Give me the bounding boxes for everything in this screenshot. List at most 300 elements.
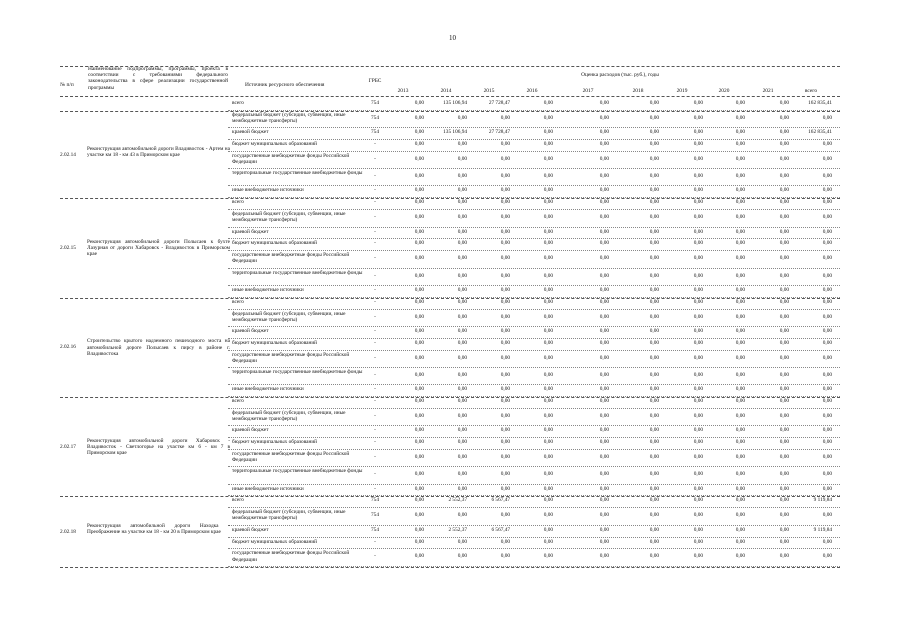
amount-cell: 0,00 (822, 512, 832, 519)
amount-cell: 0,00 (457, 141, 467, 148)
source-label: государственные внебюджетные фонды Российской Федерации (232, 451, 350, 464)
amount-cell: 0,00 (599, 454, 609, 461)
amount-cell: 0,00 (735, 354, 745, 361)
amount-cell: 0,00 (735, 439, 745, 446)
amount-cell: 0,00 (822, 412, 832, 419)
amount-cell: 0,00 (735, 526, 745, 533)
amount-cell: 0,00 (599, 471, 609, 478)
amount-cell: 0,00 (599, 298, 609, 305)
source-label: краевой бюджет (232, 526, 269, 533)
amount-cell: 0,00 (543, 298, 553, 305)
amount-cell: 0,00 (500, 327, 510, 334)
amount-cell: 0,00 (779, 454, 789, 461)
grbs-code: - (374, 327, 376, 334)
amount-cell: 0,00 (779, 173, 789, 180)
row-divider (228, 268, 840, 269)
amount-cell: 0,00 (779, 129, 789, 136)
amount-cell: 0,00 (543, 129, 553, 136)
amount-cell: 0,00 (649, 471, 659, 478)
amount-cell: 0,00 (543, 100, 553, 106)
amount-cell: 0,00 (599, 497, 609, 504)
item-name: Реконструкция автомобильной дороги Владивосток - Артем на участке км 18 - км 43 в Приморском крае (87, 145, 230, 158)
source-label: всего (232, 100, 244, 106)
amount-cell: 0,00 (735, 412, 745, 419)
amount-cell: 0,00 (543, 526, 553, 533)
amount-cell: 0,00 (735, 298, 745, 305)
amount-cell: 0,00 (543, 485, 553, 492)
source-label: иные внебюджетные источники (232, 286, 304, 293)
amount-cell: 0,00 (599, 114, 609, 121)
amount-cell: 0,00 (735, 199, 745, 206)
amount-cell: 0,00 (414, 553, 424, 560)
amount-cell: 0,00 (599, 228, 609, 235)
header-year: 2018 (632, 88, 644, 94)
row-divider (228, 425, 840, 426)
row-divider (228, 309, 840, 310)
amount-cell: 0,00 (543, 386, 553, 393)
item-index: 2.02.14 (60, 151, 76, 158)
amount-cell: 0,00 (649, 100, 659, 106)
header-bottom-rule (60, 96, 840, 97)
amount-cell: 0,00 (735, 141, 745, 148)
amount-cell: 0,00 (543, 187, 553, 194)
amount-cell: 0,00 (649, 454, 659, 461)
amount-cell: 0,00 (779, 141, 789, 148)
amount-cell: 0,00 (599, 240, 609, 247)
amount-cell: 0,00 (822, 286, 832, 293)
grbs-code: - (374, 272, 376, 279)
amount-cell: 0,00 (822, 272, 832, 279)
amount-cell: 0,00 (500, 240, 510, 247)
source-label: иные внебюджетные источники (232, 187, 304, 194)
amount-cell: 0,00 (543, 228, 553, 235)
row-divider (228, 537, 840, 538)
row-divider (228, 367, 840, 368)
amount-cell: 0,00 (457, 538, 467, 545)
source-label: бюджет муниципальных образований (232, 339, 317, 346)
header-year: 2017 (582, 88, 594, 94)
amount-cell: 0,00 (414, 454, 424, 461)
source-label: бюджет муниципальных образований (232, 439, 317, 446)
amount-cell: 0,00 (779, 386, 789, 393)
amount-cell: 0,00 (693, 199, 703, 206)
amount-cell: 0,00 (500, 512, 510, 519)
amount-cell: 0,00 (500, 454, 510, 461)
amount-cell: 0,00 (457, 339, 467, 346)
amount-cell: 0,00 (543, 214, 553, 221)
amount-cell: 0,00 (693, 298, 703, 305)
grbs-code: - (374, 214, 376, 221)
grbs-code: - (374, 187, 376, 194)
grbs-code: - (374, 354, 376, 361)
amount-cell: 0,00 (822, 386, 832, 393)
amount-cell: 0,00 (735, 427, 745, 434)
amount-cell: 0,00 (822, 339, 832, 346)
amount-cell: 0,00 (543, 398, 553, 405)
header-col-name: Наименование подпрограммы, программы, проекта в соответствии с требованиями федерального законодательства в сфере реализации государственной программы (88, 66, 228, 91)
grbs-code: - (374, 538, 376, 545)
amount-cell: 0,00 (779, 553, 789, 560)
amount-cell: 0,00 (599, 187, 609, 194)
row-divider (228, 408, 840, 409)
source-label: государственные внебюджетные фонды Российской Федерации (232, 252, 350, 265)
amount-cell: 0,00 (414, 371, 424, 378)
block-separator (60, 567, 840, 568)
amount-cell: 0,00 (779, 298, 789, 305)
amount-cell: 0,00 (693, 240, 703, 247)
amount-cell: 0,00 (735, 471, 745, 478)
amount-cell: 0,00 (649, 497, 659, 504)
amount-cell: 0,00 (500, 199, 510, 206)
amount-cell: 0,00 (693, 471, 703, 478)
amount-cell: 0,00 (649, 187, 659, 194)
amount-cell: 0,00 (414, 313, 424, 320)
row-divider (228, 151, 840, 152)
amount-cell: 0,00 (457, 255, 467, 262)
grbs-code: - (374, 313, 376, 320)
source-label: бюджет муниципальных образований (232, 538, 317, 545)
amount-cell: 0,00 (649, 228, 659, 235)
grbs-code: - (374, 386, 376, 393)
amount-cell: 0,00 (500, 298, 510, 305)
amount-cell: 0,00 (822, 155, 832, 162)
row-divider (228, 227, 840, 228)
amount-cell: 0,00 (414, 485, 424, 492)
amount-cell: 0,00 (735, 228, 745, 235)
amount-cell: 0,00 (735, 497, 745, 504)
amount-cell: 0,00 (735, 173, 745, 180)
amount-cell: 0,00 (414, 386, 424, 393)
amount-cell: 0,00 (822, 114, 832, 121)
amount-cell: 0,00 (649, 255, 659, 262)
amount-cell: 0,00 (822, 313, 832, 320)
header-col-estimate: Оценка расходов (тыс. руб.), годы (581, 72, 659, 78)
amount-cell: 0,00 (779, 439, 789, 446)
header-year: 2013 (397, 88, 409, 94)
amount-cell: 0,00 (543, 339, 553, 346)
amount-cell: 0,00 (543, 538, 553, 545)
grbs-code: - (374, 398, 376, 405)
amount-cell: 0,00 (693, 427, 703, 434)
amount-cell: 0,00 (414, 427, 424, 434)
amount-cell: 0,00 (457, 228, 467, 235)
amount-cell: 0,00 (779, 354, 789, 361)
amount-cell: 0,00 (649, 412, 659, 419)
amount-cell: 0,00 (735, 553, 745, 560)
amount-cell: 0,00 (500, 313, 510, 320)
amount-cell: 0,00 (414, 155, 424, 162)
amount-cell: 0,00 (500, 339, 510, 346)
amount-cell: 0,00 (500, 286, 510, 293)
item-name: Реконструкция автомобильной дороги Хабаровск - Владивосток - Светлогорье на участке км 6 - км 7 в Приморском крае (87, 437, 230, 456)
amount-cell: 0,00 (599, 100, 609, 106)
amount-cell: 0,00 (543, 454, 553, 461)
amount-cell: 0,00 (735, 155, 745, 162)
amount-cell: 0,00 (649, 214, 659, 221)
header-col-grbs: ГРБС (368, 78, 382, 84)
amount-cell: 0,00 (779, 412, 789, 419)
header-year: 2020 (718, 88, 730, 94)
amount-cell: 0,00 (779, 313, 789, 320)
header-col-num: № п/п (60, 82, 74, 88)
amount-cell: 0,00 (543, 327, 553, 334)
amount-cell: 0,00 (735, 327, 745, 334)
amount-cell: 0,00 (649, 286, 659, 293)
amount-cell: 0,00 (543, 412, 553, 419)
amount-cell: 27 728,47 (488, 100, 510, 106)
source-label: государственные внебюджетные фонды Российской Федерации (232, 351, 350, 364)
amount-cell: 0,00 (457, 427, 467, 434)
source-label: федеральный бюджет (субсидии, субвенции, иные межбюджетные трансферты) (232, 111, 346, 124)
amount-cell: 0,00 (693, 386, 703, 393)
amount-cell: 0,00 (457, 298, 467, 305)
amount-cell: 0,00 (457, 155, 467, 162)
amount-cell: 0,00 (599, 255, 609, 262)
source-label: федеральный бюджет (субсидии, субвенции, иные межбюджетные трансферты) (232, 310, 346, 323)
amount-cell: 0,00 (779, 327, 789, 334)
amount-cell: 0,00 (649, 240, 659, 247)
amount-cell: 0,00 (543, 272, 553, 279)
amount-cell: 0,00 (779, 339, 789, 346)
amount-cell: 0,00 (779, 526, 789, 533)
amount-cell: 0,00 (500, 141, 510, 148)
amount-cell: 0,00 (822, 553, 832, 560)
amount-cell: 0,00 (693, 187, 703, 194)
amount-cell: 0,00 (693, 398, 703, 405)
item-name: Реконструкция автомобильной дороги Полысаев к бухте Лазурная от дороги Хабаровск - Владивосток в Приморском крае (87, 239, 230, 258)
amount-cell: 0,00 (822, 199, 832, 206)
header-year: 2014 (440, 88, 452, 94)
amount-cell: 0,00 (414, 173, 424, 180)
amount-cell: 0,00 (779, 286, 789, 293)
amount-cell: 0,00 (693, 526, 703, 533)
row-divider (228, 350, 840, 351)
amount-cell: 0,00 (599, 327, 609, 334)
amount-cell: 0,00 (543, 553, 553, 560)
source-label: федеральный бюджет (субсидии, субвенции, иные межбюджетные трансферты) (232, 509, 346, 522)
amount-cell: 0,00 (457, 313, 467, 320)
amount-cell: 0,00 (779, 485, 789, 492)
grbs-code: - (374, 454, 376, 461)
amount-cell: 0,00 (779, 199, 789, 206)
amount-cell: 0,00 (649, 155, 659, 162)
amount-cell: 0,00 (735, 386, 745, 393)
amount-cell: 0,00 (649, 553, 659, 560)
header-col-source: Источник ресурсного обеспечения (245, 82, 325, 88)
amount-cell: 0,00 (500, 371, 510, 378)
item-name: Строительство крытого надземного пешеходного моста на автомобильной дороге Полысаев к пирсу в районе г. Владивостока (87, 338, 230, 357)
amount-cell: 0,00 (822, 255, 832, 262)
amount-cell: 0,00 (457, 398, 467, 405)
amount-cell: 0,00 (649, 386, 659, 393)
amount-cell: 0,00 (822, 141, 832, 148)
amount-cell: 0,00 (649, 538, 659, 545)
amount-cell: 0,00 (599, 129, 609, 136)
source-label: государственные внебюджетные фонды Российской Федерации (232, 152, 350, 166)
amount-cell: 9 119,84 (813, 526, 832, 533)
source-label: иные внебюджетные источники (232, 485, 304, 492)
amount-cell: 6 567,47 (491, 526, 510, 533)
amount-cell: 0,00 (693, 485, 703, 492)
amount-cell: 0,00 (693, 155, 703, 162)
grbs-code: - (374, 298, 376, 305)
amount-cell: 0,00 (543, 255, 553, 262)
amount-cell: 0,00 (599, 398, 609, 405)
amount-cell: 0,00 (543, 354, 553, 361)
item-index: 2.02.15 (60, 245, 76, 252)
amount-cell: 0,00 (543, 199, 553, 206)
amount-cell: 0,00 (500, 354, 510, 361)
amount-cell: 0,00 (693, 255, 703, 262)
amount-cell: 0,00 (457, 199, 467, 206)
grbs-code: - (374, 228, 376, 235)
amount-cell: 0,00 (735, 512, 745, 519)
amount-cell: 0,00 (693, 512, 703, 519)
amount-cell: 0,00 (693, 454, 703, 461)
amount-cell: 0,00 (543, 240, 553, 247)
amount-cell: 0,00 (543, 497, 553, 504)
amount-cell: 0,00 (822, 471, 832, 478)
amount-cell: 0,00 (779, 497, 789, 504)
amount-cell: 0,00 (599, 553, 609, 560)
amount-cell: 0,00 (649, 298, 659, 305)
amount-cell: 0,00 (649, 485, 659, 492)
item-name: Реконструкция автомобильной дороги Находка - Преображение на участке км 18 - км 20 в Приморском крае (87, 522, 230, 535)
amount-cell: 0,00 (693, 354, 703, 361)
amount-cell: 0,00 (414, 214, 424, 221)
amount-cell: 0,00 (500, 228, 510, 235)
amount-cell: 0,00 (735, 454, 745, 461)
amount-cell: 0,00 (735, 255, 745, 262)
source-label: краевой бюджет (232, 327, 269, 334)
row-divider (228, 437, 840, 438)
amount-cell: 0,00 (414, 100, 424, 106)
amount-cell: 2 552,37 (448, 526, 467, 533)
amount-cell: 0,00 (693, 286, 703, 293)
amount-cell: 0,00 (779, 512, 789, 519)
amount-cell: 0,00 (779, 187, 789, 194)
amount-cell: 0,00 (735, 398, 745, 405)
grbs-code: 754 (371, 114, 379, 121)
amount-cell: 0,00 (599, 173, 609, 180)
amount-cell: 0,00 (414, 298, 424, 305)
grbs-code: - (374, 173, 376, 180)
amount-cell: 0,00 (693, 228, 703, 235)
source-label: территориальные государственные внебюджетные фонды (232, 269, 363, 276)
amount-cell: 0,00 (414, 199, 424, 206)
amount-cell: 0,00 (599, 526, 609, 533)
amount-cell: 0,00 (779, 371, 789, 378)
amount-cell: 0,00 (649, 114, 659, 121)
amount-cell: 0,00 (779, 427, 789, 434)
amount-cell: 0,00 (457, 386, 467, 393)
amount-cell: 0,00 (599, 371, 609, 378)
amount-cell: 0,00 (599, 412, 609, 419)
amount-cell: 0,00 (693, 327, 703, 334)
amount-cell: 0,00 (457, 286, 467, 293)
amount-cell: 0,00 (649, 173, 659, 180)
amount-cell: 0,00 (500, 439, 510, 446)
grbs-code: 754 (371, 129, 379, 136)
source-label: территориальные государственные внебюджетные фонды (232, 170, 363, 177)
amount-cell: 135 106,94 (443, 100, 467, 106)
amount-cell: 0,00 (822, 187, 832, 194)
source-label: федеральный бюджет (субсидии, субвенции, иные межбюджетные трансферты) (232, 211, 346, 224)
amount-cell: 135 106,94 (443, 129, 467, 136)
amount-cell: 0,00 (414, 286, 424, 293)
source-label: всего (232, 199, 244, 206)
amount-cell: 0,00 (414, 412, 424, 419)
amount-cell: 0,00 (457, 412, 467, 419)
row-divider (228, 185, 840, 186)
grbs-code: - (374, 485, 376, 492)
amount-cell: 0,00 (693, 214, 703, 221)
page-number: 10 (449, 34, 456, 42)
amount-cell: 0,00 (693, 141, 703, 148)
amount-cell: 0,00 (599, 272, 609, 279)
amount-cell: 0,00 (693, 313, 703, 320)
amount-cell: 0,00 (779, 100, 789, 106)
amount-cell: 0,00 (649, 339, 659, 346)
source-label: всего (232, 298, 244, 305)
grbs-code: - (374, 553, 376, 560)
source-label: краевой бюджет (232, 228, 269, 235)
amount-cell: 0,00 (543, 155, 553, 162)
amount-cell: 0,00 (735, 114, 745, 121)
amount-cell: 0,00 (500, 173, 510, 180)
amount-cell: 0,00 (500, 187, 510, 194)
row-divider (228, 326, 840, 327)
amount-cell: 0,00 (779, 398, 789, 405)
amount-cell: 0,00 (649, 272, 659, 279)
amount-cell: 0,00 (822, 538, 832, 545)
amount-cell: 0,00 (822, 454, 832, 461)
amount-cell: 0,00 (543, 141, 553, 148)
amount-cell: 0,00 (649, 427, 659, 434)
amount-cell: 0,00 (414, 141, 424, 148)
amount-cell: 0,00 (735, 129, 745, 136)
amount-cell: 0,00 (414, 114, 424, 121)
amount-cell: 0,00 (649, 398, 659, 405)
amount-cell: 0,00 (543, 114, 553, 121)
source-label: государственные внебюджетные фонды Российской Федерации (232, 550, 350, 563)
source-label: краевой бюджет (232, 129, 269, 136)
amount-cell: 0,00 (500, 386, 510, 393)
amount-cell: 162 835,41 (808, 100, 832, 106)
amount-cell: 0,00 (822, 398, 832, 405)
source-label: иные внебюджетные источники (232, 386, 304, 393)
amount-cell: 162 835,41 (808, 129, 832, 136)
amount-cell: 0,00 (599, 214, 609, 221)
amount-cell: 0,00 (414, 228, 424, 235)
amount-cell: 0,00 (457, 354, 467, 361)
header-year: всего (804, 88, 818, 94)
amount-cell: 0,00 (649, 313, 659, 320)
amount-cell: 0,00 (822, 354, 832, 361)
amount-cell: 0,00 (822, 427, 832, 434)
amount-cell: 0,00 (693, 129, 703, 136)
amount-cell: 0,00 (457, 485, 467, 492)
amount-cell: 0,00 (599, 141, 609, 148)
amount-cell: 0,00 (649, 439, 659, 446)
row-divider (228, 449, 840, 450)
amount-cell: 0,00 (693, 553, 703, 560)
source-label: всего (232, 497, 244, 504)
grbs-code: - (374, 339, 376, 346)
amount-cell: 0,00 (457, 173, 467, 180)
amount-cell: 0,00 (457, 214, 467, 221)
amount-cell: 0,00 (735, 240, 745, 247)
